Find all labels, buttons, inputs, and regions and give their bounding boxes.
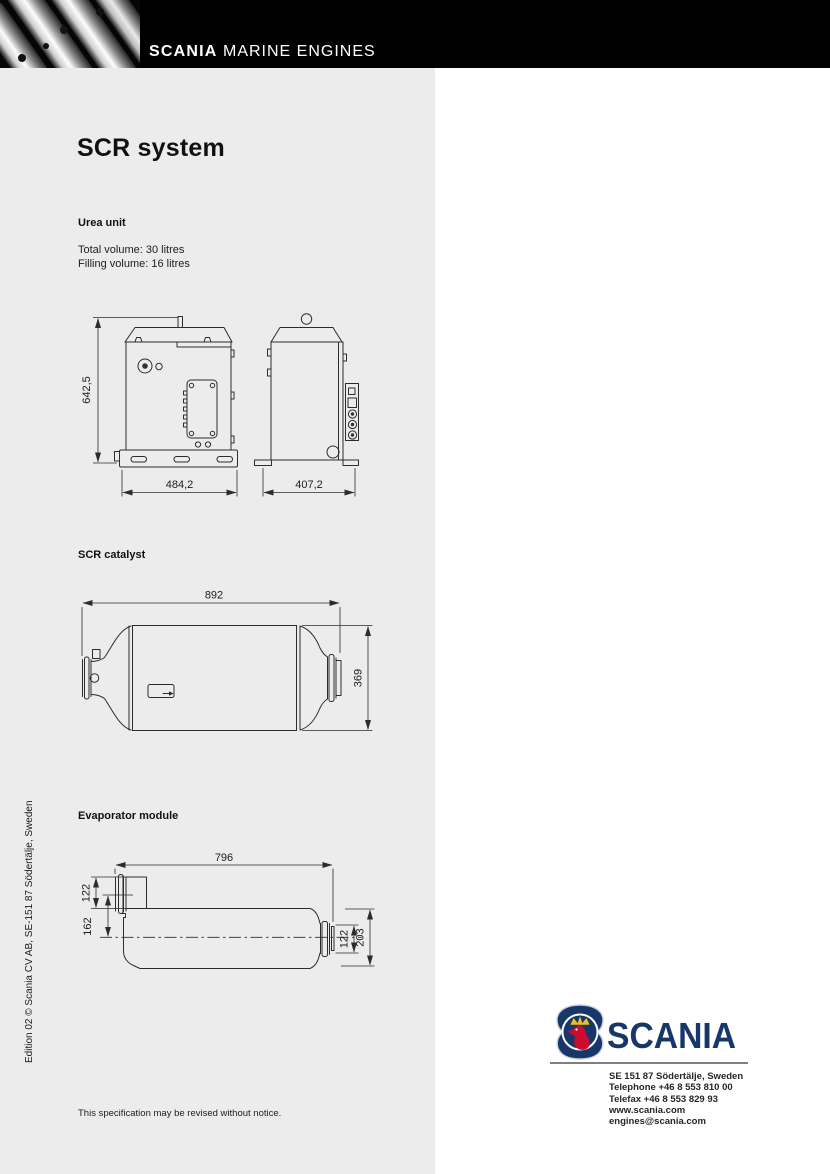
evaporator-dim-outlet-dia: 122 [338,929,351,949]
scr-catalyst-drawing [60,580,390,750]
scr-catalyst-heading: SCR catalyst [78,549,146,561]
address-line: Telephone +46 8 553 810 00 [609,1082,733,1094]
urea-unit-drawing [75,300,375,510]
urea-front-view [81,317,238,497]
evaporator-dim-length: 796 [214,852,234,864]
header-brand-rest: MARINE ENGINES [223,43,376,60]
header-bar [0,0,830,68]
catalyst-body [82,590,373,731]
evaporator-drawing [75,850,385,980]
urea-side-view [255,314,359,497]
evaporator-dim-inlet-dia: 122 [80,883,93,903]
header-brand [149,43,376,61]
logo-divider [550,1062,748,1064]
engine-photo [0,0,140,68]
address-line: SE 151 87 Södertälje, Sweden [609,1071,744,1082]
evaporator-heading: Evaporator module [78,810,179,822]
urea-dim-width-front: 484,2 [165,479,194,491]
urea-filling-volume: Filling volume: 16 litres [78,258,190,270]
header-brand-bold: SCANIA [149,43,218,60]
urea-dim-height: 642,5 [81,376,93,404]
page-title: SCR system [77,134,225,162]
urea-specs [78,243,190,271]
catalyst-dim-diameter: 369 [352,668,365,688]
catalyst-dim-length: 892 [204,589,224,602]
urea-dim-width-side: 407,2 [295,479,323,491]
urea-total-volume: Total volume: 30 litres [78,244,185,256]
urea-unit-heading: Urea unit [78,217,126,229]
evaporator-dim-inlet-offset: 162 [82,917,94,936]
evaporator-dim-body-dia: 203 [354,928,367,947]
address-block [609,1071,743,1127]
address-line: Telefax +46 8 553 829 93 [609,1093,718,1105]
email-text: engines@scania.com [609,1116,706,1128]
website-text: www.scania.com [609,1104,686,1116]
revision-note: This specification may be revised without notice. [78,1108,282,1119]
scania-badge-icon [553,1004,607,1060]
scania-wordmark: SCANIA [607,1015,737,1056]
edition-vertical-text: Edition 02 © Scania CV AB, SE-151 87 Södertälje, Sweden [24,800,35,1063]
evaporator-body [81,852,375,969]
